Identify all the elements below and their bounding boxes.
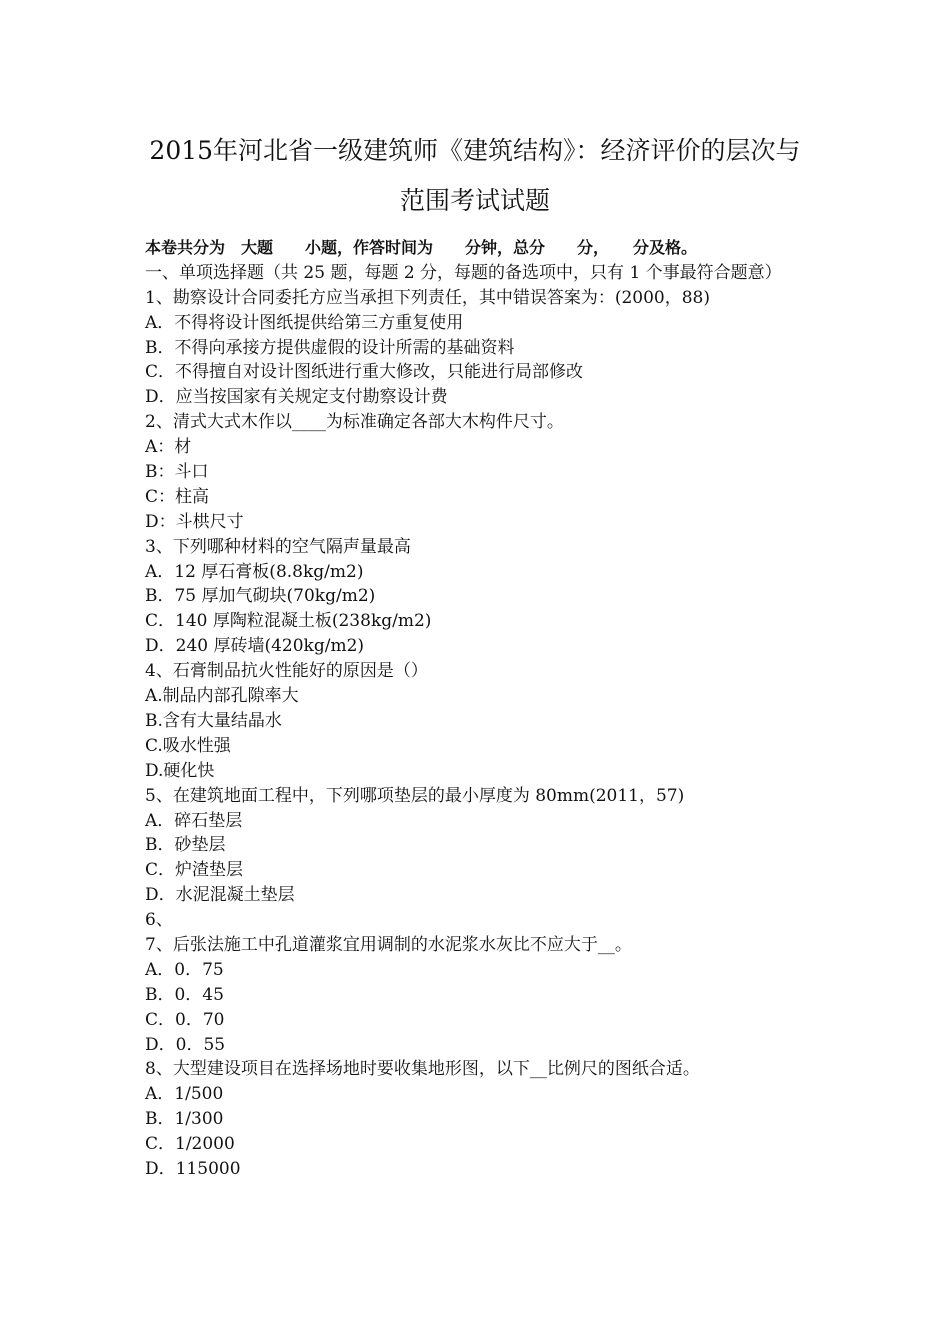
- question-option: A．不得将设计图纸提供给第三方重复使用: [145, 312, 464, 333]
- question-option: B．不得向承接方提供虚假的设计所需的基础资料: [145, 337, 515, 358]
- question-list: [145, 286, 810, 1182]
- question-option: B.含有大量结晶水: [145, 710, 282, 731]
- question-option: D．0．55: [145, 1034, 226, 1055]
- question-option: A．1/500: [145, 1084, 224, 1105]
- question-stem: 6、: [145, 910, 173, 931]
- question-stem: 3、下列哪种材料的空气隔声量最高: [145, 536, 411, 557]
- question-option: B．75 厚加气砌块(70kg/m2): [145, 586, 376, 607]
- document-body: [145, 236, 810, 1182]
- question-option: C．0．70: [145, 1009, 225, 1030]
- question-option: C．140 厚陶粒混凝土板(238kg/m2): [145, 611, 432, 632]
- question-option: B．砂垫层: [145, 835, 226, 856]
- question-option: B．0．45: [145, 984, 224, 1005]
- exam-info: 本卷共分为 大题 小题，作答时间为 分钟，总分 分， 分及格。: [145, 238, 698, 257]
- question-option: C：柱高: [145, 486, 210, 507]
- question-option: A.制品内部孔隙率大: [145, 686, 299, 707]
- question-option: C．不得擅自对设计图纸进行重大修改，只能进行局部修改: [145, 362, 584, 383]
- section-heading: 一、单项选择题（共 25 题，每题 2 分，每题的备选项中，只有 1 个事最符合题意）: [145, 262, 782, 283]
- question-option: D．应当按国家有关规定支付勘察设计费: [145, 387, 448, 408]
- question-option: C．1/2000: [145, 1134, 235, 1155]
- question-option: A．碎石垫层: [145, 810, 243, 831]
- question-stem: 1、勘察设计合同委托方应当承担下列责任，其中错误答案为：(2000，88): [145, 287, 710, 308]
- question-option: C．炉渣垫层: [145, 860, 244, 881]
- question-option: A：材: [145, 437, 192, 458]
- question-option: A．12 厚石膏板(8.8kg/m2): [145, 561, 364, 582]
- question-stem: 5、在建筑地面工程中，下列哪项垫层的最小厚度为 80mm(2011，57): [145, 785, 685, 806]
- question-stem: 2、清式大式木作以____为标准确定各部大木构件尺寸。: [145, 412, 564, 433]
- question-option: D.硬化快: [145, 760, 215, 781]
- document-title-line-2: 范围考试试题: [399, 186, 550, 215]
- question-option: D．115000: [145, 1158, 241, 1179]
- question-option: B．1/300: [145, 1109, 224, 1130]
- question-option: D．240 厚砖墙(420kg/m2): [145, 636, 365, 657]
- document-title-line-1: 2015年河北省一级建筑师《建筑结构》：经济评价的层次与: [149, 136, 801, 165]
- question-option: A．0．75: [145, 959, 224, 980]
- question-option: D．水泥混凝土垫层: [145, 885, 295, 906]
- question-stem: 4、石膏制品抗火性能好的原因是（）: [145, 661, 428, 682]
- question-stem: 7、后张法施工中孔道灌浆宜用调制的水泥浆水灰比不应大于__。: [145, 934, 632, 955]
- question-stem: 8、大型建设项目在选择场地时要收集地形图，以下__比例尺的图纸合适。: [145, 1059, 700, 1080]
- question-option: C.吸水性强: [145, 735, 231, 756]
- question-option: B：斗口: [145, 462, 209, 483]
- question-option: D：斗栱尺寸: [145, 511, 244, 532]
